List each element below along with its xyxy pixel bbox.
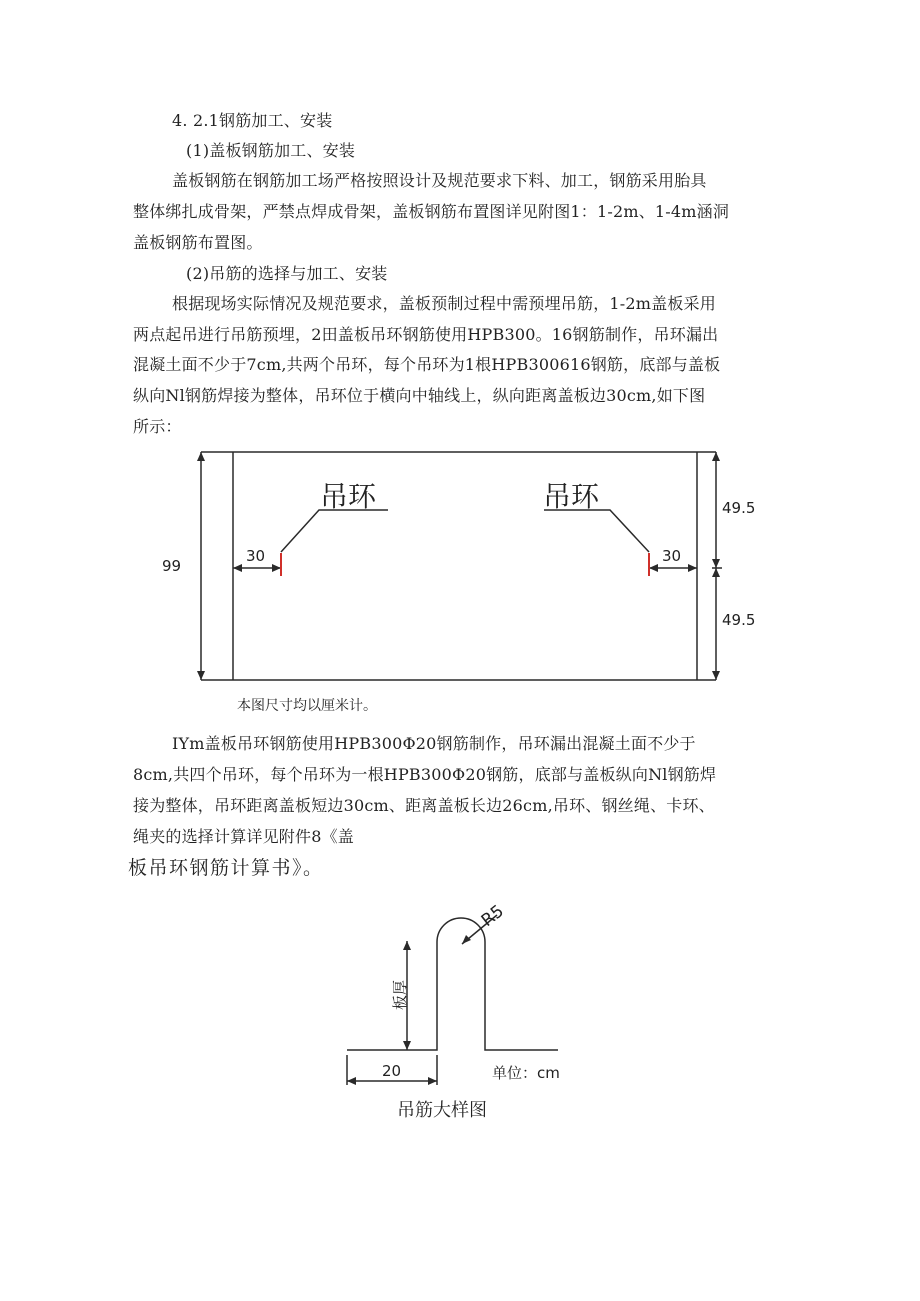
figure-note: 本图尺寸均以厘米计。 xyxy=(237,698,377,714)
right-ring-label: 吊环 xyxy=(543,480,600,513)
left-offset-dimension: 30 xyxy=(246,547,266,565)
right-ring-leader xyxy=(544,510,649,552)
width-dimension: 20 xyxy=(382,1062,402,1080)
paragraph-3-line-1: IYm盖板吊环钢筋使用HPB300Φ20钢筋制作，吊环漏出混凝土面不少于 xyxy=(172,734,696,753)
paragraph-2-line-3: 混凝土面不少于7cm,共两个吊环，每个吊环为1根HPB300616钢筋，底部与盖板 xyxy=(133,355,721,374)
radius-label: R5 xyxy=(477,901,508,931)
upper-half-dimension: 49.5 xyxy=(722,499,756,517)
subsection-heading-2: (2)吊筋的选择与加工、安装 xyxy=(186,264,388,283)
right-offset-dimension: 30 xyxy=(662,547,682,565)
thickness-label: 板厚 xyxy=(391,979,409,1010)
left-ring-label: 吊环 xyxy=(320,480,377,513)
section-heading: 4. 2.1钢筋加工、安装 xyxy=(172,111,333,130)
paragraph-1-line-2: 整体绑扎成骨架，严禁点焊成骨架，盖板钢筋布置图详见附图1：1-2m、1-4m涵洞 xyxy=(133,202,730,221)
paragraph-2-line-2: 两点起吊进行吊筋预埋，2田盖板吊环钢筋使用HPB300。16钢筋制作，吊环漏出 xyxy=(133,325,719,344)
paragraph-3-tail: 板吊环钢筋计算书》。 xyxy=(128,857,324,879)
figure-caption: 吊筋大样图 xyxy=(397,1100,487,1121)
paragraph-2-line-5: 所示： xyxy=(133,417,182,436)
lower-half-dimension: 49.5 xyxy=(722,611,756,629)
paragraph-2-line-1: 根据现场实际情况及规范要求，盖板预制过程中需预埋吊筋，1-2m盖板采用 xyxy=(172,294,716,313)
unit-label: 单位：cm xyxy=(492,1064,560,1082)
paragraph-3-line-3: 接为整体，吊环距离盖板短边30cm、距离盖板长边26cm,吊环、钢丝绳、卡环、 xyxy=(133,796,715,815)
paragraph-1-line-3: 盖板钢筋布置图。 xyxy=(133,233,263,252)
paragraph-3-line-2: 8cm,共四个吊环，每个吊环为一根HPB300Φ20钢筋，底部与盖板纵向Nl钢筋焊 xyxy=(133,765,717,784)
paragraph-3-line-4: 绳夹的选择计算详见附件8《盖 xyxy=(133,827,354,846)
paragraph-1-line-1: 盖板钢筋在钢筋加工场严格按照设计及规范要求下料、加工，钢筋采用胎具 xyxy=(172,171,707,190)
height-dimension: 99 xyxy=(162,557,182,575)
paragraph-2-line-4: 纵向Nl钢筋焊接为整体，吊环位于横向中轴线上，纵向距离盖板边30cm,如下图 xyxy=(133,386,706,405)
left-ring-leader xyxy=(281,510,388,552)
subsection-heading-1: (1)盖板钢筋加工、安装 xyxy=(186,141,356,160)
